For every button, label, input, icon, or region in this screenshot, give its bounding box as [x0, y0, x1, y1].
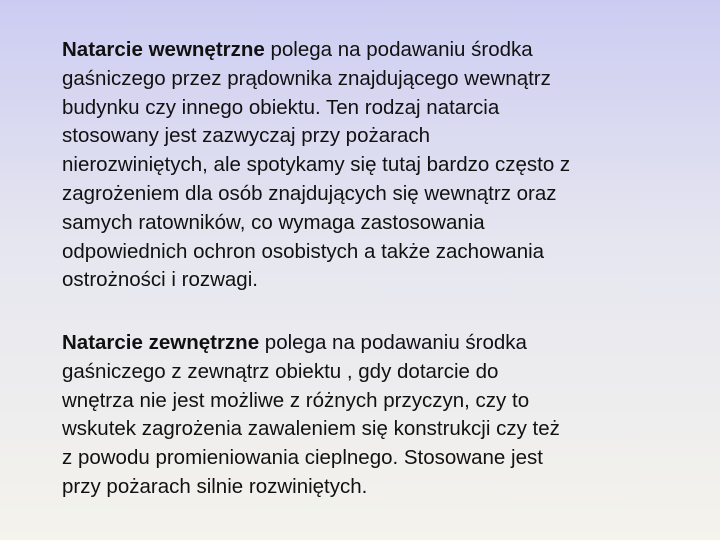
text-line [62, 329, 682, 358]
text-line: budynku czy innego obiektu. Ten rodzaj natarcia [62, 95, 500, 119]
paragraph-internal-attack [62, 36, 682, 295]
text-line: przy pożarach silnie rozwiniętych. [62, 474, 368, 498]
text-line: samych ratowników, co wymaga zastosowania [62, 210, 485, 234]
text-line: gaśniczego przez prądownika znajdującego wewnątrz [62, 66, 551, 90]
text-line: nierozwiniętych, ale spotykamy się tutaj bardzo często z [62, 153, 571, 177]
text-line: odpowiednich ochron osobistych a także zachowania [62, 239, 545, 263]
text-line: wskutek zagrożenia zawaleniem się konstrukcji czy też [62, 417, 560, 441]
term-heading: Natarcie wewnętrzne [62, 38, 265, 61]
text-line: z powodu promieniowania cieplnego. Stosowane jest [62, 446, 543, 470]
line-text: polega na podawaniu środka [264, 38, 533, 61]
text-line [62, 36, 682, 65]
text-line: gaśniczego z zewnątrz obiektu , gdy dotarcie do [62, 359, 499, 383]
text-line: zagrożeniem dla osób znajdujących się wewnątrz oraz [62, 181, 557, 205]
line-text: polega na podawaniu środka [259, 331, 527, 354]
text-line: ostrożności i rozwagi. [62, 268, 258, 292]
term-heading: Natarcie zewnętrzne [62, 331, 260, 354]
paragraph-external-attack [62, 329, 682, 502]
text-line: stosowany jest zazwyczaj przy pożarach [62, 124, 431, 148]
text-line: wnętrza nie jest możliwe z różnych przyczyn, czy to [62, 388, 530, 412]
